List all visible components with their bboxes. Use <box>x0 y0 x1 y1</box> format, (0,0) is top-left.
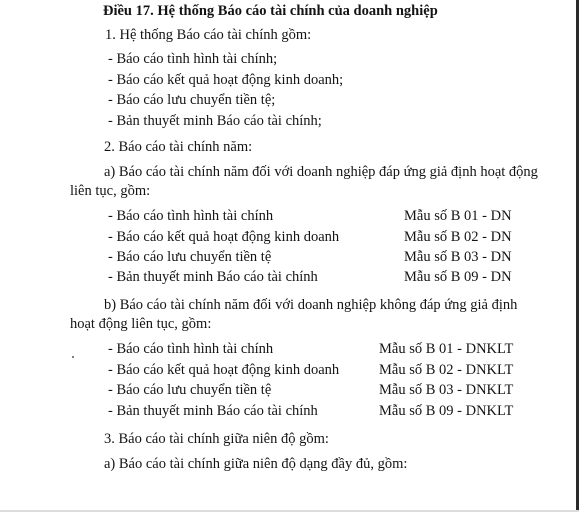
section-1-item: - Báo cáo kết quả hoạt động kinh doanh; <box>108 72 344 88</box>
report-code: Mẫu số B 09 - DN <box>404 269 512 285</box>
report-code: Mẫu số B 09 - DNKLT <box>379 403 514 419</box>
report-row <box>108 268 512 286</box>
report-row <box>108 381 514 399</box>
report-code: Mẫu số B 02 - DN <box>404 229 512 245</box>
section-2-heading: 2. Báo cáo tài chính năm: <box>104 139 253 155</box>
report-name: - Bản thuyết minh Báo cáo tài chính <box>108 269 318 285</box>
report-row <box>108 207 512 225</box>
report-row <box>108 228 512 246</box>
report-name: - Báo cáo lưu chuyển tiền tệ <box>108 249 272 265</box>
section-3a-line: a) Báo cáo tài chính giữa niên độ dạng đầy đủ, gồm: <box>104 456 408 472</box>
scan-speck <box>72 356 74 358</box>
section-2a-line1: a) Báo cáo tài chính năm đối với doanh nghiệp đáp ứng giả định hoạt động <box>104 164 538 180</box>
report-code: Mẫu số B 02 - DNKLT <box>379 362 514 378</box>
section-2b-line2: hoạt động liên tục, gồm: <box>70 316 212 332</box>
report-code: Mẫu số B 03 - DN <box>404 249 512 265</box>
report-name: - Báo cáo kết quả hoạt động kinh doanh <box>108 229 340 245</box>
report-code: Mẫu số B 01 - DNKLT <box>379 341 514 357</box>
section-2b-line1: b) Báo cáo tài chính năm đối với doanh nghiệp không đáp ứng giả định <box>104 297 518 313</box>
report-row <box>108 248 512 266</box>
section-1-item: - Báo cáo lưu chuyển tiền tệ; <box>108 92 276 108</box>
report-code: Mẫu số B 01 - DN <box>404 208 512 224</box>
section-1-item: - Bản thuyết minh Báo cáo tài chính; <box>108 113 322 129</box>
section-3-heading: 3. Báo cáo tài chính giữa niên độ gồm: <box>104 431 329 447</box>
report-row <box>108 361 514 379</box>
section-1-heading: 1. Hệ thống Báo cáo tài chính gồm: <box>105 27 312 43</box>
report-name: - Bản thuyết minh Báo cáo tài chính <box>108 403 318 419</box>
report-code: Mẫu số B 03 - DNKLT <box>379 382 514 398</box>
report-name: - Báo cáo tình hình tài chính <box>108 208 274 224</box>
article-title: Điều 17. Hệ thống Báo cáo tài chính của doanh nghiệp <box>103 3 438 19</box>
report-row <box>108 340 514 358</box>
report-name: - Báo cáo kết quả hoạt động kinh doanh <box>108 362 340 378</box>
report-name: - Báo cáo lưu chuyển tiền tệ <box>108 382 272 398</box>
section-2a-line2: liên tục, gồm: <box>70 183 151 199</box>
report-name: - Báo cáo tình hình tài chính <box>108 341 274 357</box>
report-row <box>108 402 514 420</box>
section-1-item: - Báo cáo tình hình tài chính; <box>108 51 278 67</box>
